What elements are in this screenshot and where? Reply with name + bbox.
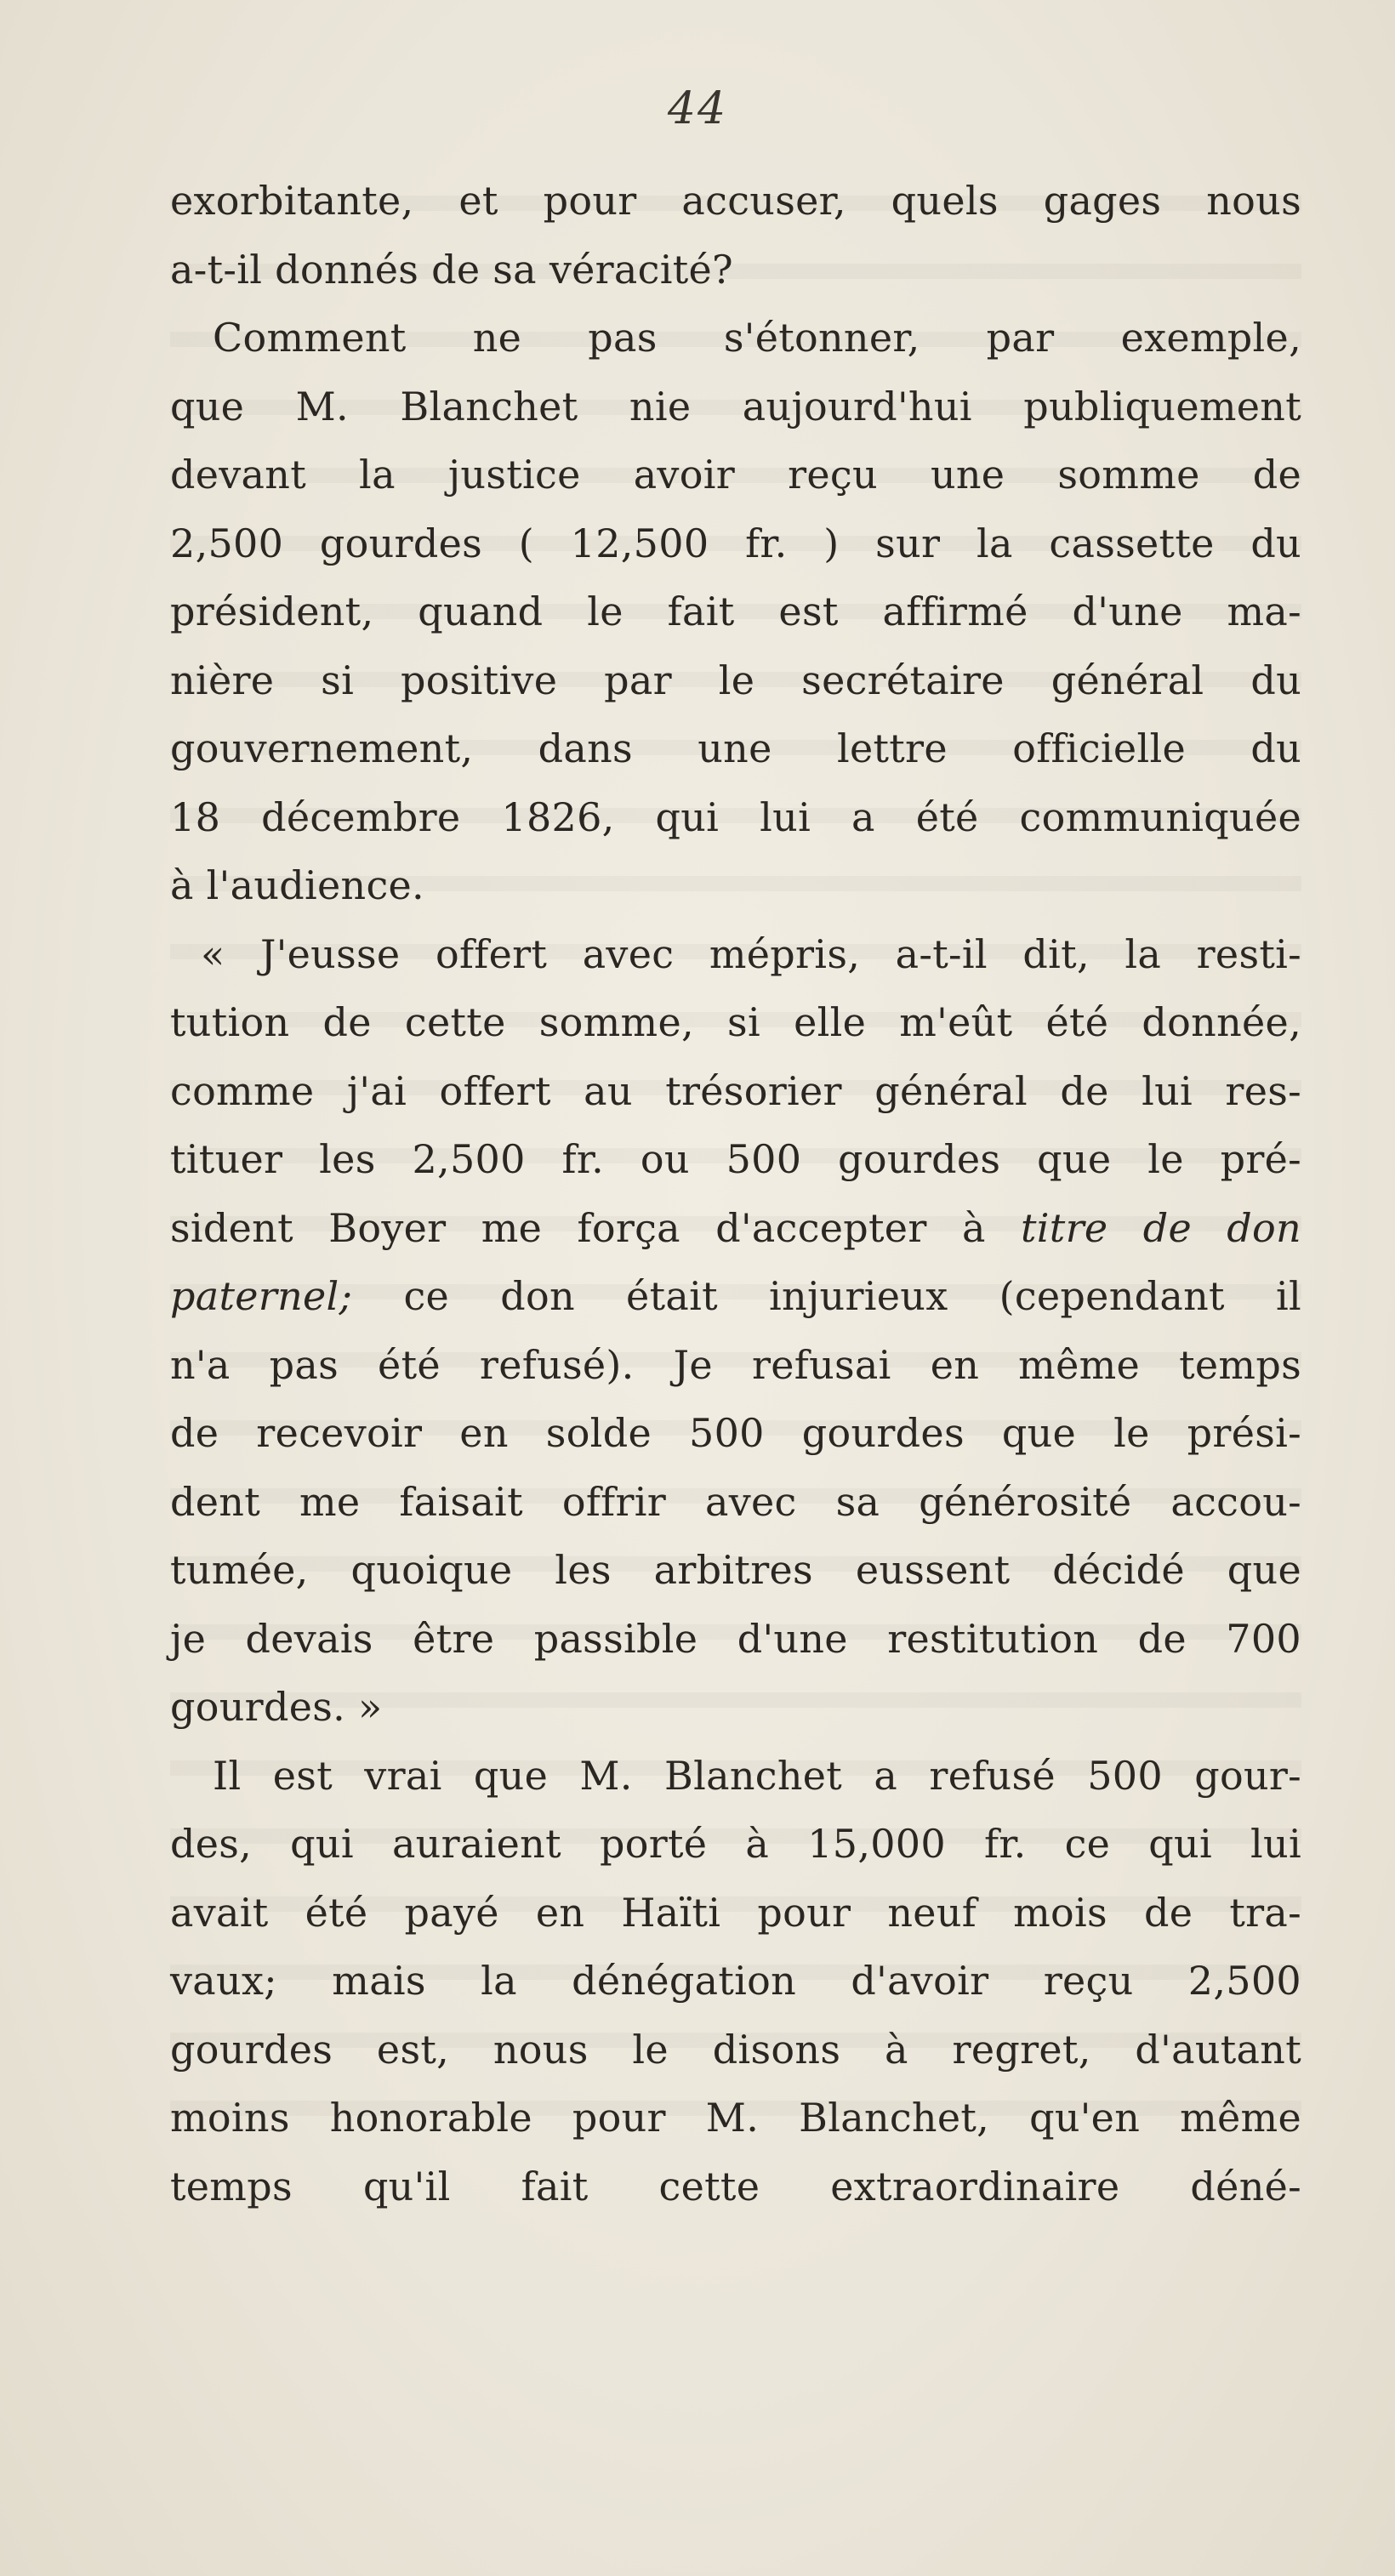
text-line: [170, 2152, 1301, 2221]
line-text: que M. Blanchet nie aujourd'hui publiquement: [170, 383, 1301, 429]
line-text: tumée, quoique les arbitres eussent décidé que: [170, 1547, 1301, 1593]
text-line: [170, 509, 1301, 578]
line-text: ce don était injurieux (cependant il: [403, 1273, 1301, 1319]
italic-phrase: paternel;: [170, 1273, 353, 1319]
line-text: devant la justice avoir reçu une somme de: [170, 452, 1301, 498]
text-line: [170, 714, 1301, 783]
page-number: 44: [667, 83, 728, 134]
line-text: gourdes. »: [170, 1684, 383, 1730]
line-text: moins honorable pour M. Blanchet, qu'en même: [170, 2095, 1301, 2141]
line-text: 2,500 gourdes ( 12,500 fr. ) sur la cassette du: [170, 520, 1301, 566]
line-text: 18 décembre 1826, qui lui a été communiquée: [170, 793, 1301, 840]
text-line: [170, 2016, 1301, 2084]
text-line: [170, 1536, 1301, 1605]
line-text: Il est vrai que M. Blanchet a refusé 500 gour-: [213, 1752, 1301, 1799]
text-line: [170, 441, 1301, 509]
text-line: [170, 1742, 1301, 1811]
line-text: temps qu'il fait cette extraordinaire déné-: [170, 2163, 1301, 2209]
line-text: a-t-il donnés de sa véracité?: [170, 246, 733, 293]
line-text: tituer les 2,500 fr. ou 500 gourdes que le pré-: [170, 1136, 1301, 1182]
text-line: [170, 1605, 1301, 1674]
text-line: [170, 1947, 1301, 2016]
text-line: [170, 304, 1301, 372]
text-line: [170, 1057, 1301, 1126]
line-text: avait été payé en Haïti pour neuf mois de tra-: [170, 1889, 1301, 1936]
text-line: [170, 1194, 1301, 1263]
text-line: [170, 1331, 1301, 1400]
text-line: [170, 1673, 1301, 1742]
text-line: [170, 1810, 1301, 1879]
line-text: exorbitante, et pour accuser, quels gages nous: [170, 178, 1301, 224]
text-line: [170, 1399, 1301, 1468]
line-text: de recevoir en solde 500 gourdes que le prési-: [170, 1410, 1301, 1456]
text-line: [170, 372, 1301, 441]
line-text: je devais être passible d'une restitution de 700: [170, 1615, 1301, 1662]
text-line: [170, 646, 1301, 715]
text-line: [170, 920, 1301, 989]
line-text: tution de cette somme, si elle m'eût été donnée,: [170, 999, 1301, 1045]
text-line: [170, 988, 1301, 1057]
body-text: [170, 167, 1301, 2221]
text-line: [170, 851, 1301, 920]
line-text: « J'eusse offert avec mépris, a-t-il dit, la resti-: [201, 930, 1301, 977]
line-text: nière si positive par le secrétaire général du: [170, 657, 1301, 703]
text-line: [170, 577, 1301, 646]
line-text: président, quand le fait est affirmé d'une ma-: [170, 589, 1301, 634]
line-text: n'a pas été refusé). Je refusai en même temps: [170, 1341, 1301, 1388]
line-text: sident Boyer me força d'accepter à: [170, 1204, 986, 1251]
text-line: [170, 1879, 1301, 1948]
line-text: gourdes est, nous le disons à regret, d'autant: [170, 2026, 1301, 2073]
line-text: à l'audience.: [170, 862, 424, 908]
text-line: [170, 2084, 1301, 2152]
line-text: des, qui auraient porté à 15,000 fr. ce qui lui: [170, 1821, 1301, 1867]
line-text: dent me faisait offrir avec sa générosité accou-: [170, 1478, 1301, 1525]
line-text: Comment ne pas s'étonner, par exemple,: [213, 315, 1301, 361]
text-line: [170, 783, 1301, 852]
line-text: vaux; mais la dénégation d'avoir reçu 2,500: [170, 1958, 1301, 2004]
text-line: [170, 1125, 1301, 1194]
text-line: [170, 1262, 1301, 1331]
text-line: [170, 236, 1301, 304]
text-line: [170, 167, 1301, 236]
line-text: comme j'ai offert au trésorier général de lui res-: [170, 1067, 1301, 1114]
italic-phrase: titre de don: [1021, 1204, 1301, 1251]
line-text: gouvernement, dans une lettre officielle du: [170, 725, 1301, 771]
text-line: [170, 1468, 1301, 1537]
